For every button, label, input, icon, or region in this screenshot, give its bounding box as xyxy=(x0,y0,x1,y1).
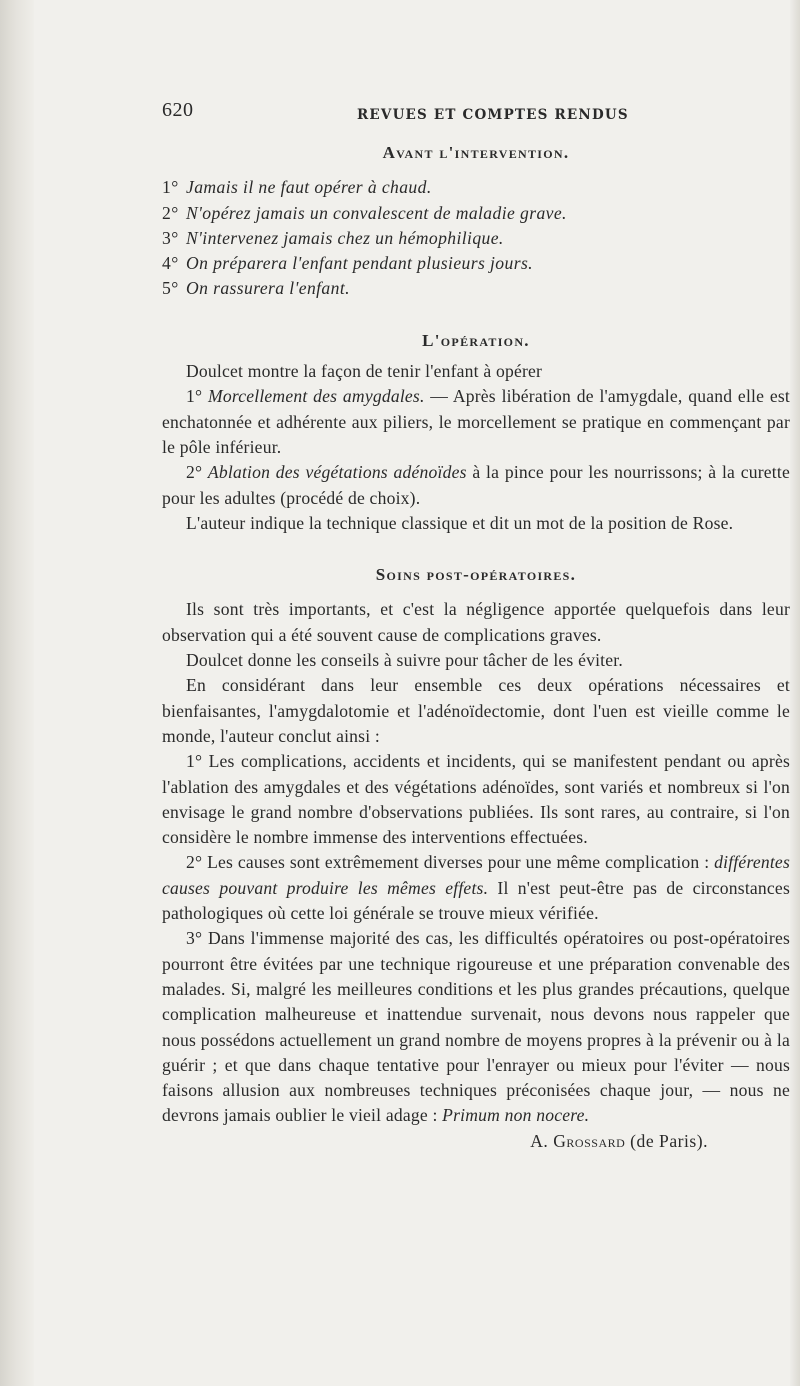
page-right-edge xyxy=(790,0,800,1386)
list-item: 5° On rassurera l'enfant. xyxy=(162,278,350,299)
soins-paragraph-1: Ils sont très importants, et c'est la négligence apportée quelquefois dans leur observation qui a été souvent cause de complications graves. xyxy=(162,599,790,645)
list-item: 4° On préparera l'enfant pendant plusieurs jours. xyxy=(162,253,533,274)
operation-paragraph-2: 2° Ablation des végétations adénoïdes à la pince pour les nourrissons; à la curette pour les adultes (procédé de choix). xyxy=(162,462,790,508)
rules-list xyxy=(162,175,790,301)
soins-paragraph-4: 1° Les complications, accidents et incidents, qui se manifestent pendant ou après l'ablation des amygdales et des végétations adénoïdes, sont variés et nombreux si l'on envisage le grand nombre d'observations publiées. Ils sont rares, au contraire, si l'on considère le nombre immense des interventions effectuées. xyxy=(162,751,790,848)
operation-intro: Doulcet montre la façon de tenir l'enfant à opérer xyxy=(186,361,543,382)
section-title-avant: Avant l'intervention. xyxy=(382,143,570,162)
page-left-edge xyxy=(0,0,34,1386)
operation-paragraph-1: 1° Morcellement des amygdales. — Après libération de l'amygdale, quand elle est enchatonnée et adhérente aux piliers, le morcellement se pratique en commençant par le pôle inférieur. xyxy=(162,386,790,457)
list-item: 1° Jamais il ne faut opérer à chaud. xyxy=(162,177,432,198)
page-number: 620 xyxy=(162,99,194,121)
author-signature: A. Grossard (de Paris). xyxy=(530,1130,708,1151)
soins-paragraph-5: 2° Les causes sont extrêmement diverses pour une même complication : différentes causes pouvant produire les mêmes effets. Il n'est peut-être pas de circonstances pathologiques où cette loi générale se trouve mieux vérifiée. xyxy=(162,852,790,924)
soins-paragraph-6: 3° Dans l'immense majorité des cas, les difficultés opératoires ou post-opératoires pourront être évitées par une technique rigoureuse et une préparation convenable des malades. Si, malgré les meilleures conditions et les plus grandes précautions, quelque complication malheureuse et inattendue survenait, nous devons nous rappeler que nous possédons actuellement un grand nombre de moyens propres à la prévenir ou à la guérir ; et que dans chaque tentative pour l'enrayer ou mieux pour l'éviter — nous faisons allusion aux nombreuses techniques préconisées chaque jour, — nous ne devrons jamais oublier le vieil adage : Primum non nocere. xyxy=(162,928,790,1126)
operation-paragraph-3: L'auteur indique la technique classique et dit un mot de la position de Rose. xyxy=(186,512,734,533)
list-item: 2° N'opérez jamais un convalescent de maladie grave. xyxy=(162,202,567,223)
soins-paragraph-3: En considérant dans leur ensemble ces deux opérations nécessaires et bienfaisantes, l'amygdalotomie et l'adénoïdectomie, dont l'uen est vieille comme le monde, l'auteur conclut ainsi : xyxy=(162,675,790,746)
section-title-soins: Soins post-opératoires. xyxy=(375,565,577,585)
running-title: REVUES ET COMPTES RENDUS xyxy=(357,107,629,123)
page xyxy=(162,98,790,1154)
soins-paragraph-2: Doulcet donne les conseils à suivre pour tâcher de les éviter. xyxy=(186,650,623,671)
page-header xyxy=(162,98,790,128)
list-item: 3° N'intervenez jamais chez un hémophilique. xyxy=(162,227,504,248)
section-title-operation: L'opération. xyxy=(422,330,530,350)
